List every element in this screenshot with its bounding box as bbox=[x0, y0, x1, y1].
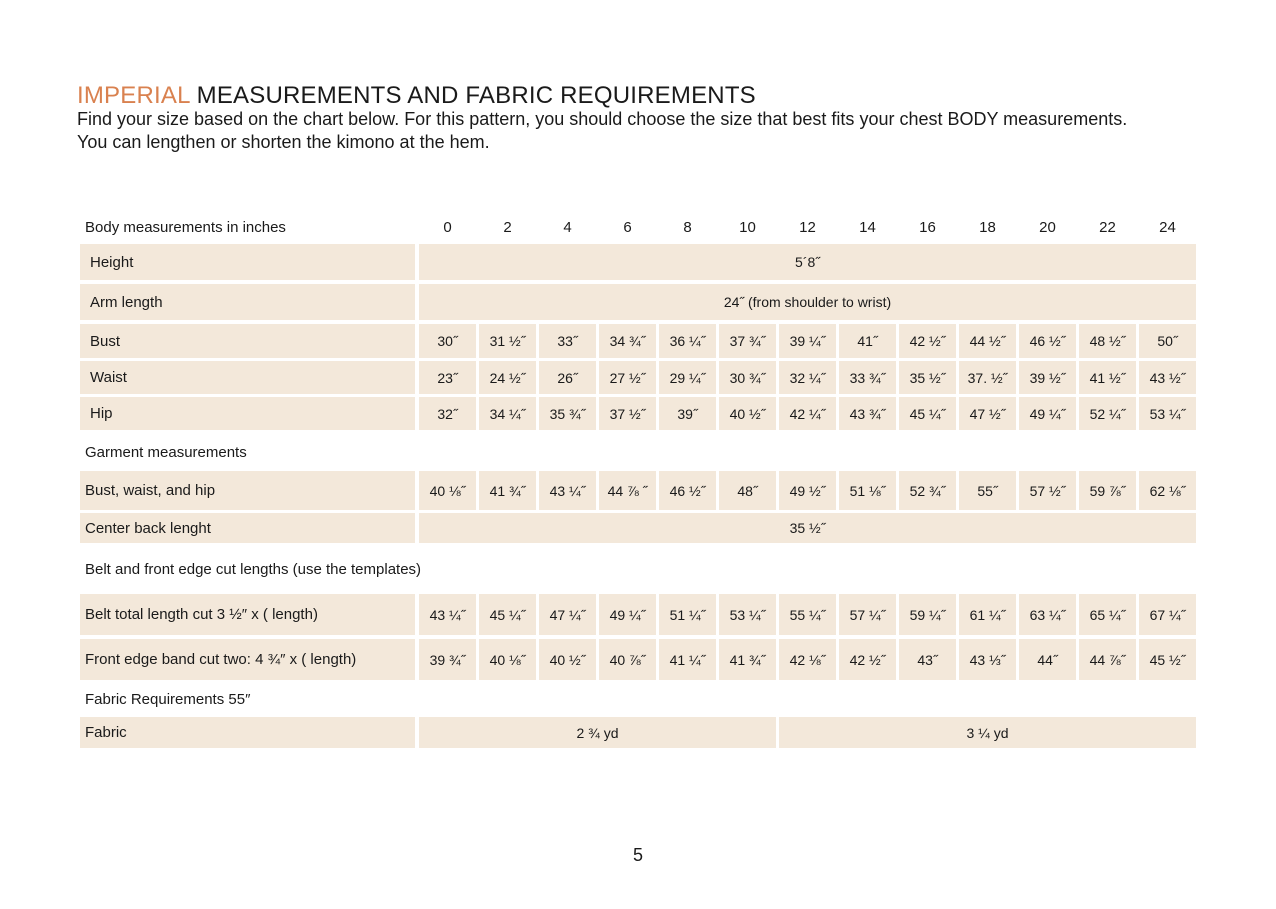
value-cell: 43 ½˝ bbox=[1139, 361, 1196, 394]
value-cell: 57 ¼˝ bbox=[839, 594, 896, 635]
size-header: 16 bbox=[919, 218, 936, 236]
value-cell: 49 ½˝ bbox=[779, 471, 836, 510]
value-cell: 36 ¼˝ bbox=[659, 324, 716, 358]
value-cell: 44˝ bbox=[1019, 639, 1076, 680]
value-cell: 40 ⅛˝ bbox=[419, 471, 476, 510]
value-cell: 33˝ bbox=[539, 324, 596, 358]
value-cell: 45 ½˝ bbox=[1139, 639, 1196, 680]
value-cell: 47 ½˝ bbox=[959, 397, 1016, 430]
intro-line-2: You can lengthen or shorten the kimono at the hem. bbox=[77, 132, 490, 152]
value-cell: 35 ¾˝ bbox=[539, 397, 596, 430]
value-cell: 49 ¼˝ bbox=[1019, 397, 1076, 430]
size-header: 24 bbox=[1159, 218, 1176, 236]
size-header: 0 bbox=[443, 218, 452, 236]
value-cell: 49 ¼˝ bbox=[599, 594, 656, 635]
value-cell: 45 ¼˝ bbox=[479, 594, 536, 635]
value-arm-length: 24˝ (from shoulder to wrist) bbox=[419, 284, 1196, 320]
value-cell: 32˝ bbox=[419, 397, 476, 430]
value-cell: 32 ¼˝ bbox=[779, 361, 836, 394]
intro-line-1: Find your size based on the chart below. For this pattern, you should choose the size that best fits your chest BODY measurements. bbox=[77, 109, 1128, 129]
size-header: 10 bbox=[739, 218, 756, 236]
header-label: Body measurements in inches bbox=[85, 218, 286, 236]
value-cell: 39˝ bbox=[659, 397, 716, 430]
row-label-fabric: Fabric bbox=[80, 717, 415, 748]
value-center-back: 35 ½˝ bbox=[419, 513, 1196, 543]
value-cell: 44 ⅞˝ bbox=[1079, 639, 1136, 680]
title-accent: IMPERIAL bbox=[77, 82, 190, 109]
value-cell: 53 ¼˝ bbox=[1139, 397, 1196, 430]
value-cell: 41 ½˝ bbox=[1079, 361, 1136, 394]
value-cell: 43 ⅓˝ bbox=[959, 639, 1016, 680]
section-heading-garment: Garment measurements bbox=[85, 443, 247, 461]
value-cell: 42 ¼˝ bbox=[779, 397, 836, 430]
value-cell: 51 ⅛˝ bbox=[839, 471, 896, 510]
value-cell: 40 ½˝ bbox=[719, 397, 776, 430]
value-cell: 59 ¼˝ bbox=[899, 594, 956, 635]
value-cell: 30˝ bbox=[419, 324, 476, 358]
intro-text bbox=[77, 108, 1227, 154]
value-cell: 57 ½˝ bbox=[1019, 471, 1076, 510]
size-header: 4 bbox=[563, 218, 572, 236]
value-cell: 63 ¼˝ bbox=[1019, 594, 1076, 635]
value-cell: 47 ¼˝ bbox=[539, 594, 596, 635]
size-header: 14 bbox=[859, 218, 876, 236]
value-cell: 37 ¾˝ bbox=[719, 324, 776, 358]
value-cell: 33 ¾˝ bbox=[839, 361, 896, 394]
value-cell: 27 ½˝ bbox=[599, 361, 656, 394]
row-label-waist: Waist bbox=[80, 361, 415, 394]
row-label-bust-waist-hip: Bust, waist, and hip bbox=[80, 471, 415, 510]
page-title bbox=[77, 82, 756, 110]
value-cell: 59 ⅞˝ bbox=[1079, 471, 1136, 510]
value-cell: 37 ½˝ bbox=[599, 397, 656, 430]
value-cell: 41 ¾˝ bbox=[719, 639, 776, 680]
value-cell: 67 ¼˝ bbox=[1139, 594, 1196, 635]
row-label-center-back: Center back lenght bbox=[80, 513, 415, 543]
page-number: 5 bbox=[632, 845, 643, 865]
value-cell: 44 ⅞ ˝ bbox=[599, 471, 656, 510]
value-cell: 50˝ bbox=[1139, 324, 1196, 358]
row-label-bust: Bust bbox=[80, 324, 415, 358]
size-header: 6 bbox=[623, 218, 632, 236]
value-cell: 42 ½˝ bbox=[839, 639, 896, 680]
section-heading-belt: Belt and front edge cut lengths (use the templates) bbox=[85, 560, 422, 578]
section-heading-fabric: Fabric Requirements 55″ bbox=[85, 690, 251, 708]
row-label-arm-length: Arm length bbox=[80, 284, 415, 320]
value-cell: 29 ¼˝ bbox=[659, 361, 716, 394]
value-cell: 52 ¼˝ bbox=[1079, 397, 1136, 430]
value-cell: 55 ¼˝ bbox=[779, 594, 836, 635]
value-cell: 61 ¼˝ bbox=[959, 594, 1016, 635]
value-cell: 35 ½˝ bbox=[899, 361, 956, 394]
value-cell: 43˝ bbox=[899, 639, 956, 680]
title-rest: MEASUREMENTS AND FABRIC REQUIREMENTS bbox=[196, 82, 756, 109]
value-cell: 55˝ bbox=[959, 471, 1016, 510]
value-cell: 52 ¾˝ bbox=[899, 471, 956, 510]
value-cell: 46 ½˝ bbox=[1019, 324, 1076, 358]
fabric-value-small: 2 ¾ yd bbox=[419, 717, 776, 748]
value-cell: 39 ¼˝ bbox=[779, 324, 836, 358]
row-label-belt-total: Belt total length cut 3 ½″ x ( length) bbox=[80, 594, 415, 635]
size-header: 18 bbox=[979, 218, 996, 236]
value-cell: 26˝ bbox=[539, 361, 596, 394]
value-cell: 39 ½˝ bbox=[1019, 361, 1076, 394]
row-label-height: Height bbox=[80, 244, 415, 280]
value-cell: 53 ¼˝ bbox=[719, 594, 776, 635]
value-cell: 43 ¾˝ bbox=[839, 397, 896, 430]
value-cell: 41 ¾˝ bbox=[479, 471, 536, 510]
value-cell: 51 ¼˝ bbox=[659, 594, 716, 635]
size-header: 22 bbox=[1099, 218, 1116, 236]
value-cell: 43 ¼˝ bbox=[419, 594, 476, 635]
size-header: 2 bbox=[503, 218, 512, 236]
value-cell: 42 ⅛˝ bbox=[779, 639, 836, 680]
value-cell: 39 ¾˝ bbox=[419, 639, 476, 680]
value-cell: 40 ⅛˝ bbox=[479, 639, 536, 680]
value-cell: 34 ¾˝ bbox=[599, 324, 656, 358]
value-cell: 40 ⅞˝ bbox=[599, 639, 656, 680]
row-label-front-edge: Front edge band cut two: 4 ¾″ x ( length) bbox=[80, 639, 415, 680]
row-label-hip: Hip bbox=[80, 397, 415, 430]
value-cell: 24 ½˝ bbox=[479, 361, 536, 394]
value-height: 5´8˝ bbox=[419, 244, 1196, 280]
size-header: 20 bbox=[1039, 218, 1056, 236]
value-cell: 48˝ bbox=[719, 471, 776, 510]
value-cell: 40 ½˝ bbox=[539, 639, 596, 680]
value-cell: 31 ½˝ bbox=[479, 324, 536, 358]
value-cell: 41˝ bbox=[839, 324, 896, 358]
value-cell: 46 ½˝ bbox=[659, 471, 716, 510]
value-cell: 41 ¼˝ bbox=[659, 639, 716, 680]
value-cell: 43 ¼˝ bbox=[539, 471, 596, 510]
value-cell: 42 ½˝ bbox=[899, 324, 956, 358]
value-cell: 37. ½˝ bbox=[959, 361, 1016, 394]
value-cell: 30 ¾˝ bbox=[719, 361, 776, 394]
value-cell: 48 ½˝ bbox=[1079, 324, 1136, 358]
value-cell: 45 ¼˝ bbox=[899, 397, 956, 430]
value-cell: 65 ¼˝ bbox=[1079, 594, 1136, 635]
value-cell: 62 ⅛˝ bbox=[1139, 471, 1196, 510]
value-cell: 23˝ bbox=[419, 361, 476, 394]
value-cell: 34 ¼˝ bbox=[479, 397, 536, 430]
size-header: 8 bbox=[683, 218, 692, 236]
fabric-value-large: 3 ¼ yd bbox=[779, 717, 1196, 748]
value-cell: 44 ½˝ bbox=[959, 324, 1016, 358]
size-header: 12 bbox=[799, 218, 816, 236]
